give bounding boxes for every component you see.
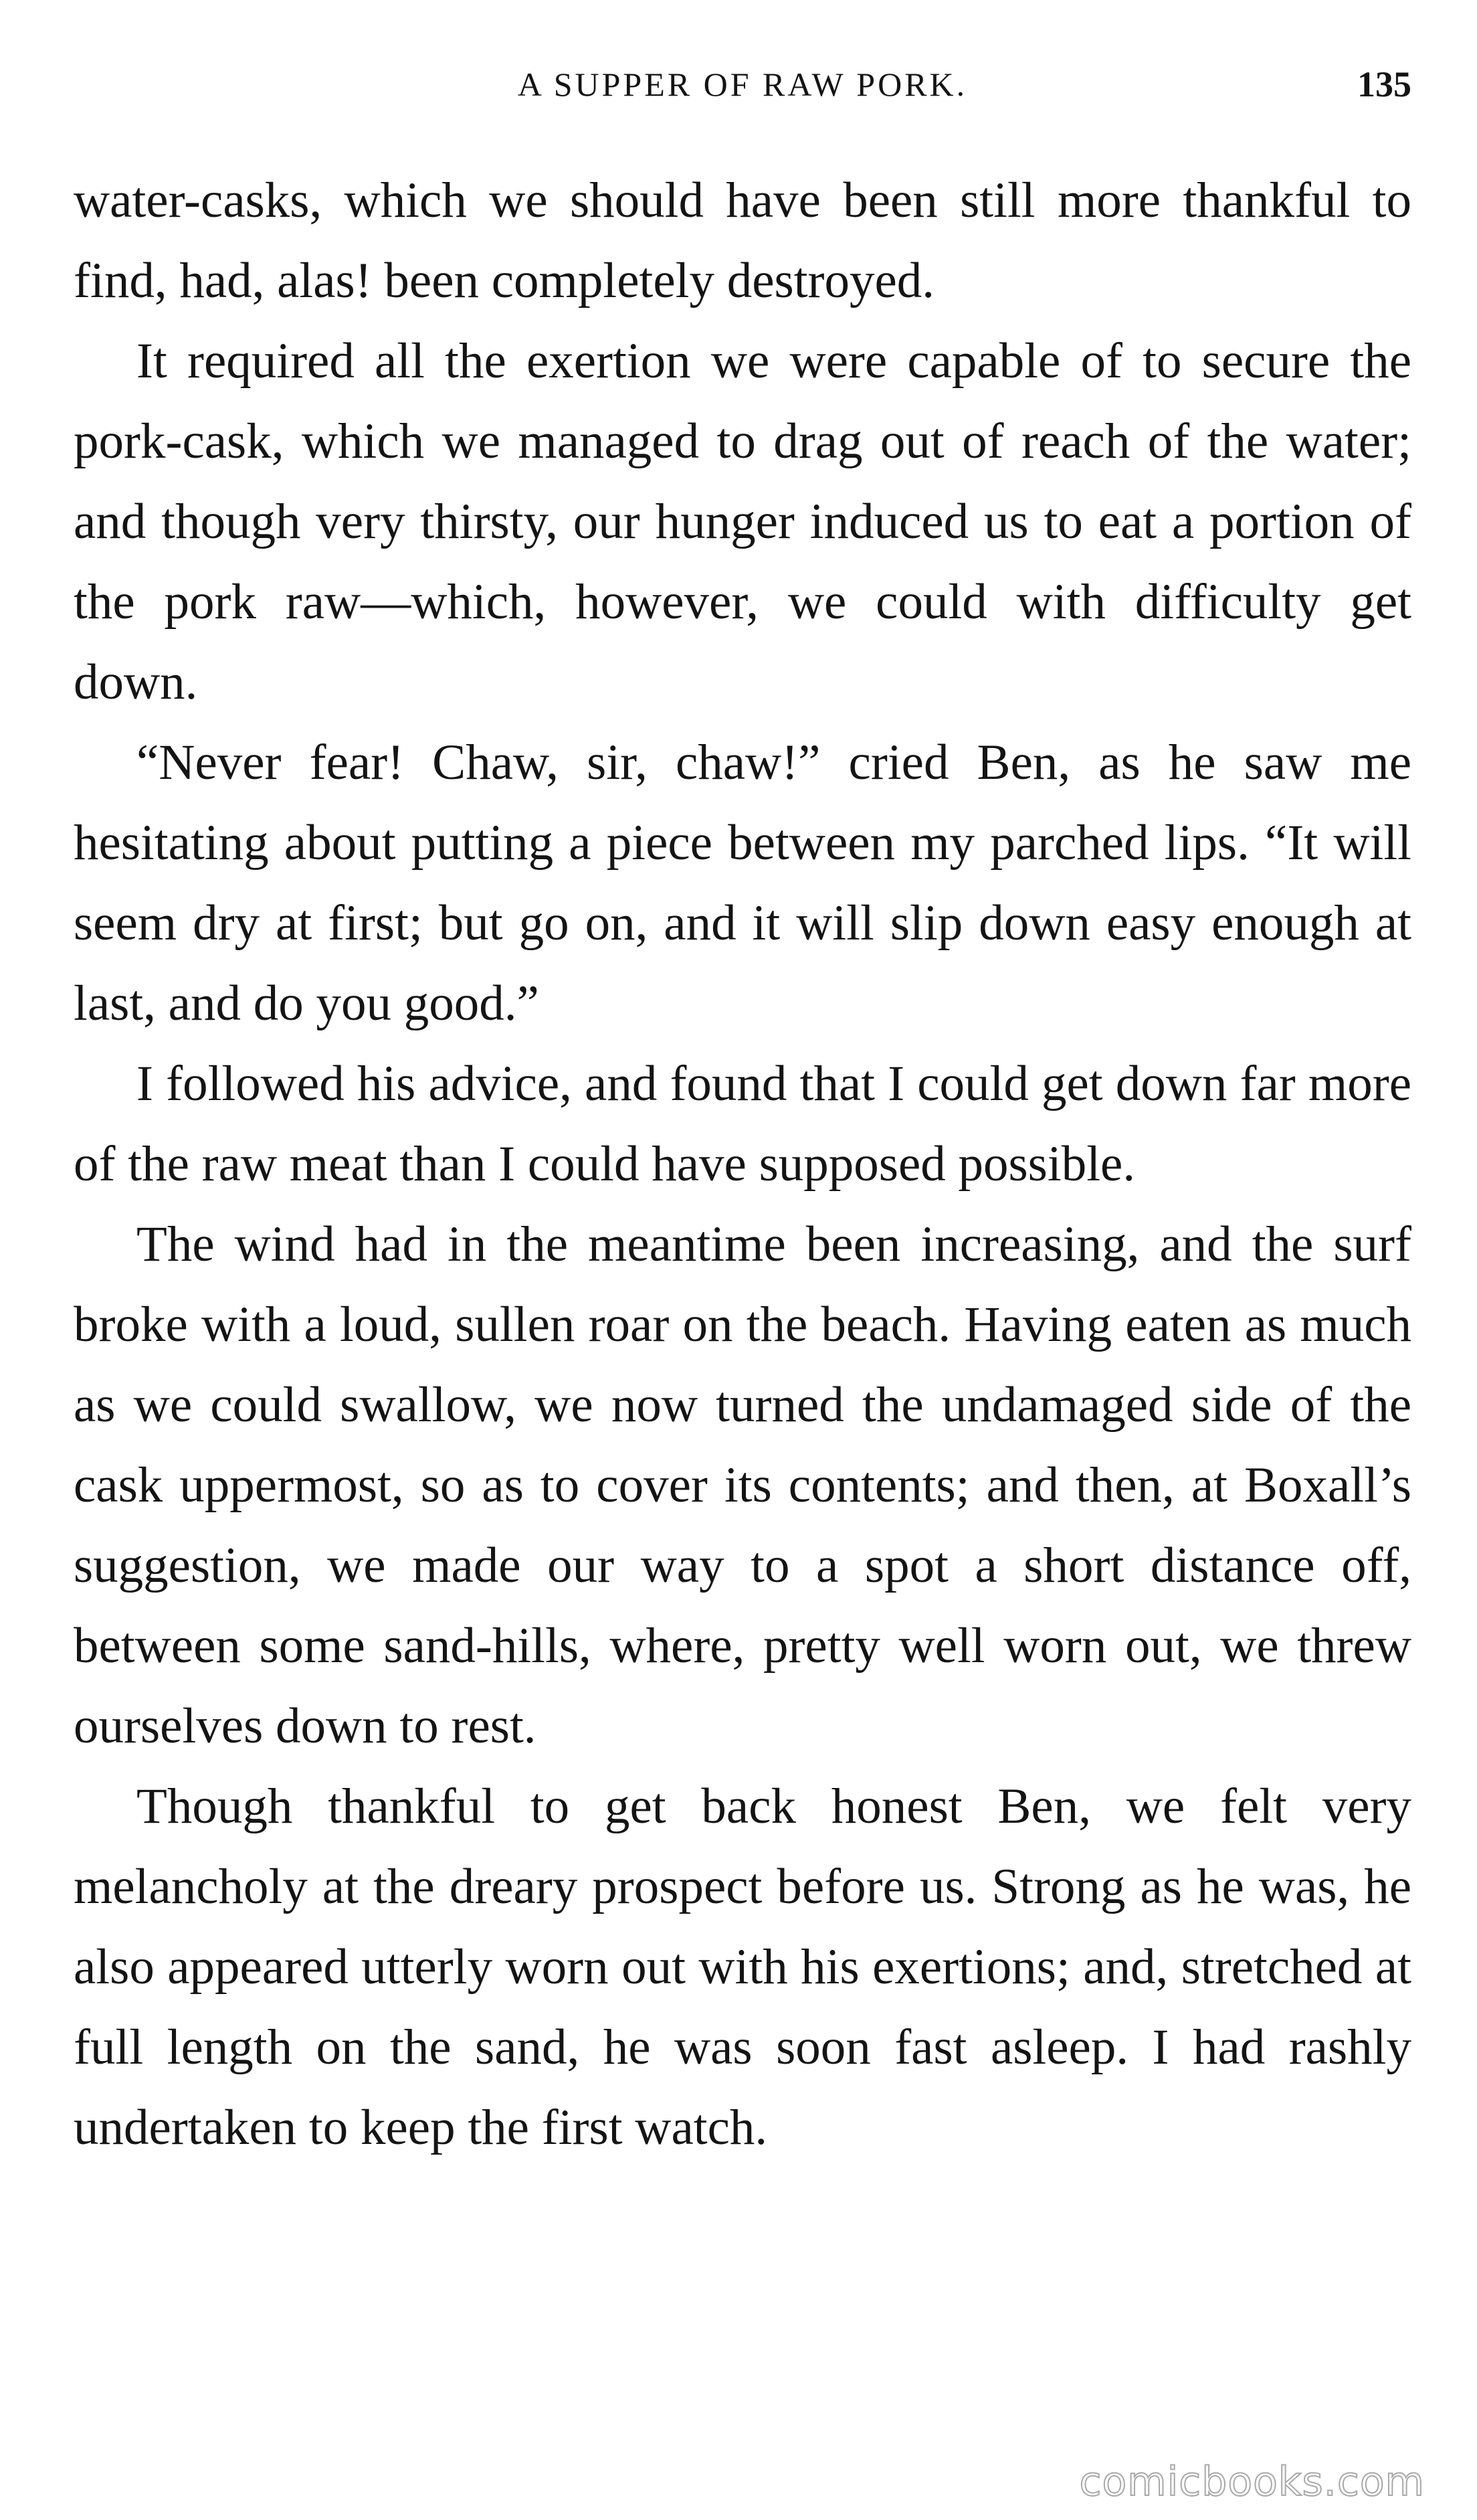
watermark: comicbooks.com	[1079, 2458, 1425, 2505]
paragraph: It required all the exertion we were capable of to secure the pork-cask, which we managed to drag out of reach of the water; and though very thirsty, our hunger induced us to eat a portion of the pork raw—which, however, we could with difficulty get down.	[74, 333, 1411, 710]
paragraph: “Never fear! Chaw, sir, chaw!” cried Ben, as he saw me hesitating about putting a piece between my parched lips. “It will seem dry at first; but go on, and it will slip down easy enough at last, and do you good.”	[74, 735, 1411, 1031]
paragraph: Though thankful to get back honest Ben, we felt very melancholy at the dreary prospect before us. Strong as he was, he also appeared utterly worn out with his exertions; and, stretched at full length on the sand, he was soon fast asleep. I had rashly undertaken to keep the first watch.	[74, 1779, 1411, 2155]
paragraph: The wind had in the meantime been increasing, and the surf broke with a loud, sullen roar on the beach. Having eaten as much as we could swallow, we now turned the undamaged side of the cask uppermost, so as to cover its contents; and then, at Boxall’s suggestion, we made our way to a spot a short distance off, between some sand-hills, where, pretty well worn out, we threw ourselves down to rest.	[74, 1217, 1411, 1754]
body-text	[74, 161, 1411, 2168]
running-title: A SUPPER OF RAW PORK.	[517, 66, 968, 103]
page-number: 135	[1357, 64, 1411, 104]
paragraph: water-casks, which we should have been still more thankful to find, had, alas! been completely destroyed.	[74, 173, 1411, 308]
paragraph: I followed his advice, and found that I could get down far more of the raw meat than I could have supposed possible.	[74, 1056, 1411, 1192]
running-head	[74, 58, 1411, 111]
